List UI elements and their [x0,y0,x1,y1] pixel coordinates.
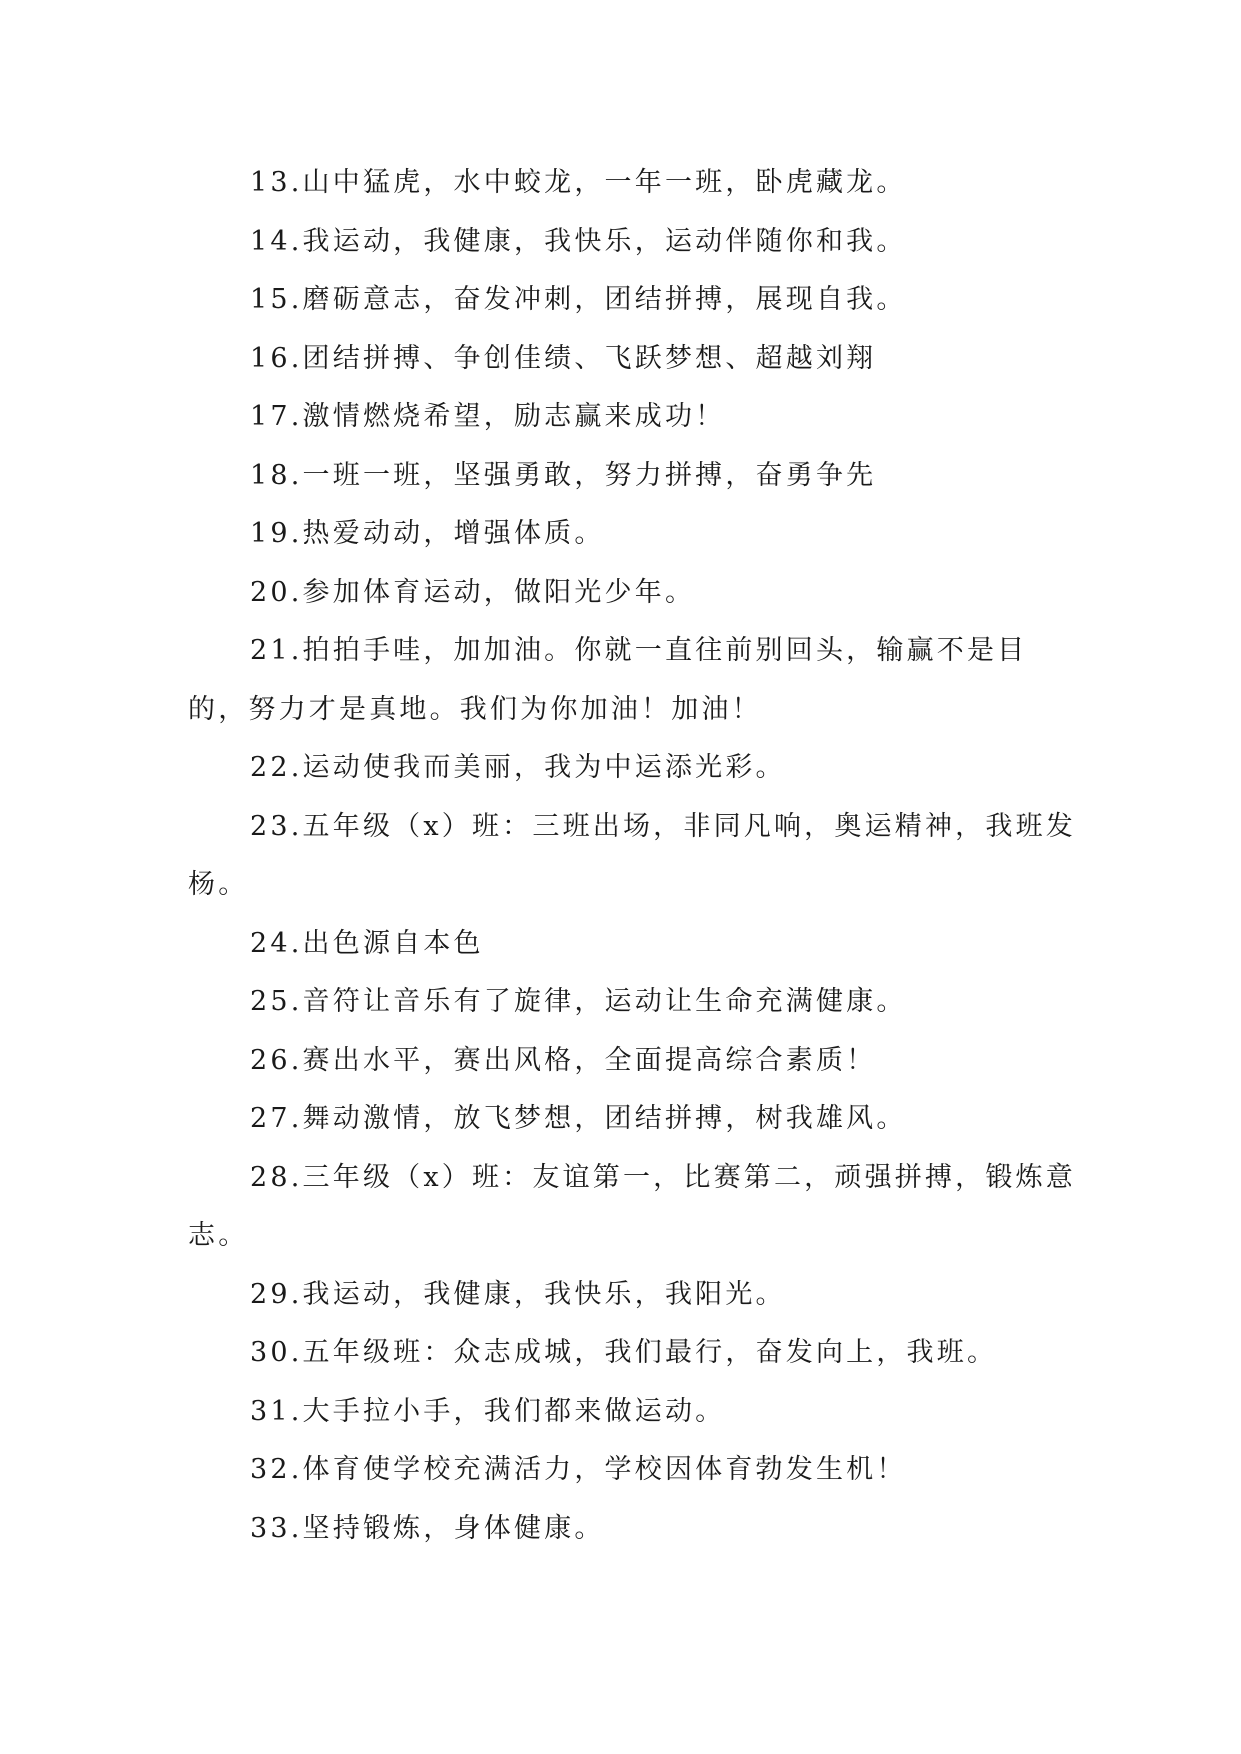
slogan-paragraph: 29.我运动，我健康，我快乐，我阳光。 [250,1278,786,1310]
slogan-paragraph: 28.三年级（x）班：友谊第一，比赛第二，顽强拼搏，锻炼意志。 [188,1161,1076,1251]
slogan-paragraph: 23.五年级（x）班：三班出场，非同凡响，奥运精神，我班发杨。 [188,810,1076,900]
slogan-paragraph: 33.坚持锻炼，身体健康。 [250,1512,605,1544]
slogan-paragraph: 24.出色源自本色 [250,927,484,959]
slogan-paragraph: 30.五年级班：众志成城，我们最行，奋发向上，我班。 [250,1337,998,1368]
slogan-paragraph: 18.一班一班，坚强勇敢，努力拼搏，奋勇争先 [250,459,877,491]
slogan-paragraph: 17.激情燃烧希望，励志赢来成功！ [250,401,726,432]
document-body [188,154,1078,1558]
slogan-paragraph: 26.赛出水平，赛出风格，全面提高综合素质！ [250,1044,877,1076]
slogan-paragraph: 16.团结拼搏、争创佳绩、飞跃梦想、超越刘翔 [250,342,877,374]
slogan-paragraph: 27.舞动激情，放飞梦想，团结拼搏，树我雄风。 [250,1103,907,1134]
slogan-paragraph: 22.运动使我而美丽，我为中运添光彩。 [250,752,786,783]
slogan-paragraph: 21.拍拍手哇，加加油。你就一直往前别回头，输赢不是目的，努力才是真地。我们为你加油！加油！ [188,635,1028,725]
slogan-paragraph: 32.体育使学校充满活力，学校因体育勃发生机！ [250,1454,907,1485]
slogan-paragraph: 13.山中猛虎，水中蛟龙，一年一班，卧虎藏龙。 [250,167,907,198]
slogan-paragraph: 20.参加体育运动，做阳光少年。 [250,576,696,608]
slogan-paragraph: 31.大手拉小手，我们都来做运动。 [250,1395,726,1427]
slogan-paragraph: 14.我运动，我健康，我快乐，运动伴随你和我。 [250,225,907,257]
slogan-paragraph: 19.热爱动动，增强体质。 [250,518,605,549]
slogan-paragraph: 15.磨砺意志，奋发冲刺，团结拼搏，展现自我。 [250,284,907,315]
slogan-paragraph: 25.音符让音乐有了旋律，运动让生命充满健康。 [250,986,907,1017]
